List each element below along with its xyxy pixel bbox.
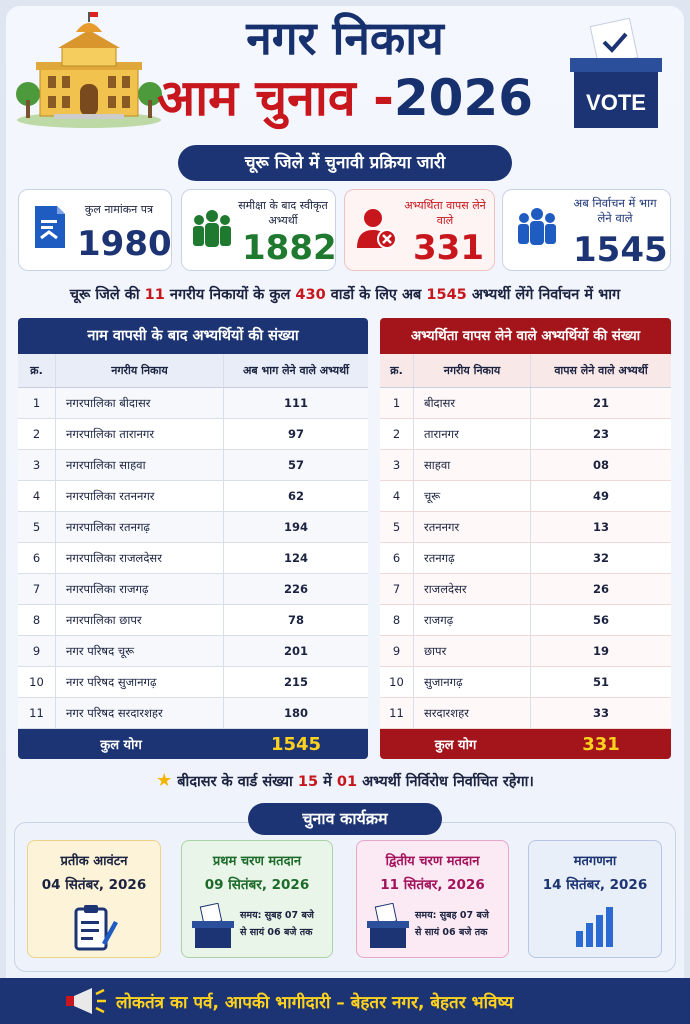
total-label: कुल योग (100, 738, 142, 753)
table-total-row (380, 729, 671, 759)
table-title: नाम वापसी के बाद अभ्यर्थियों की संख्या (18, 318, 368, 354)
table-title: अभ्यर्थिता वापस लेने वाले अभ्यर्थियों की संख्या (380, 318, 671, 354)
row-number: 5 (380, 512, 414, 542)
row-value: 19 (592, 644, 609, 658)
schedule-title: द्वितीय चरण मतदान (385, 854, 480, 869)
row-body-name: रतनगढ़ (414, 543, 531, 573)
table-row (18, 543, 368, 574)
footer-text: लोकतंत्र का पर्व, आपकी भागीदारी – बेहतर नगर, बेहतर भविष्य (116, 993, 514, 1013)
row-value: 201 (283, 644, 308, 658)
notice-ward: 15 (297, 774, 319, 790)
table-row (18, 512, 368, 543)
stat-card-accepted (181, 189, 336, 271)
summary-line (14, 284, 676, 304)
table-row (18, 450, 368, 481)
title-text: आम चुनाव - (157, 69, 394, 127)
row-body-name: नगरपालिका राजगढ़ (56, 574, 224, 604)
row-value: 78 (287, 613, 304, 627)
row-body-name: नगरपालिका तारानगर (56, 419, 224, 449)
row-body-name: नगरपालिका राजलदेसर (56, 543, 224, 573)
row-body-name: नगर परिषद सरदारशहर (56, 698, 224, 728)
row-body-name: नगरपालिका बीदासर (56, 388, 224, 418)
table-row (380, 388, 671, 419)
stat-value: 1980 (77, 224, 172, 264)
summary-text: वार्डो के लिए अब (330, 287, 422, 303)
participating-candidates-table (18, 318, 368, 759)
row-body-name: नगर परिषद चूरू (56, 636, 224, 666)
row-value: 26 (592, 582, 609, 596)
table-header-row (380, 354, 671, 388)
row-body-name: बीदासर (414, 388, 531, 418)
col-no: क्र. (18, 354, 56, 387)
row-body-name: सुजानगढ़ (414, 667, 531, 697)
col-body: नगरीय निकाय (414, 354, 531, 387)
row-number: 5 (18, 512, 56, 542)
row-value: 23 (592, 427, 609, 441)
row-value: 226 (283, 582, 308, 596)
schedule-date: 11 सितंबर, 2026 (380, 877, 485, 893)
row-value: 194 (283, 520, 308, 534)
schedule-counting (528, 840, 662, 958)
total-value: 1545 (270, 733, 322, 755)
stat-value: 331 (413, 228, 484, 268)
table-row (380, 698, 671, 729)
table-row (18, 636, 368, 667)
row-body-name: राजलदेसर (414, 574, 531, 604)
ballot-box-icon (190, 903, 236, 949)
row-body-name: चूरू (414, 481, 531, 511)
title-year: 2026 (393, 69, 533, 127)
table-row (18, 481, 368, 512)
summary-text: अभ्यर्थी लेंगे निर्वाचन में भाग (471, 287, 621, 303)
table-total-row (18, 729, 368, 759)
voting-time (415, 907, 489, 941)
row-number: 2 (380, 419, 414, 449)
schedule-title: प्रथम चरण मतदान (212, 854, 302, 869)
schedule-symbol-allotment (27, 840, 161, 958)
table-row (380, 450, 671, 481)
row-body-name: नगरपालिका रतनगढ़ (56, 512, 224, 542)
row-number: 10 (18, 667, 56, 697)
row-body-name: राजगढ़ (414, 605, 531, 635)
row-value: 57 (287, 458, 304, 472)
schedule-date: 04 सितंबर, 2026 (41, 877, 147, 893)
col-no: क्र. (380, 354, 414, 387)
total-label: कुल योग (434, 738, 477, 753)
row-value: 111 (283, 396, 308, 410)
title-line-1: नगर निकाय (246, 11, 444, 65)
row-value: 08 (592, 458, 609, 472)
table-row (380, 636, 671, 667)
table-row (18, 574, 368, 605)
ballot-box-icon (566, 18, 666, 130)
stat-label: समीक्षा के बाद स्वीकृत अभ्यर्थी (238, 199, 328, 227)
table-row (380, 512, 671, 543)
summary-text: नगरीय निकायों के कुल (169, 287, 291, 303)
clipboard-icon (72, 903, 118, 951)
time-line: से सायं 06 बजे तक (240, 927, 313, 938)
summary-number: 1545 (426, 287, 467, 303)
row-value: 215 (283, 675, 308, 689)
row-number: 4 (18, 481, 56, 511)
table-row (380, 419, 671, 450)
table-header-row (18, 354, 368, 388)
time-line: समय: सुबह 07 बजे (240, 910, 314, 921)
schedule-title: मतगणना (573, 854, 617, 869)
schedule-date: 09 सितंबर, 2026 (204, 877, 310, 893)
group-icon (192, 210, 232, 248)
stat-value: 1882 (242, 228, 337, 268)
schedule-date: 14 सितंबर, 2026 (542, 877, 648, 893)
table-row (380, 543, 671, 574)
col-body: नगरीय निकाय (56, 354, 224, 387)
schedule-phase-1 (181, 840, 333, 958)
ballot-box-icon (365, 903, 411, 949)
row-body-name: रतननगर (414, 512, 531, 542)
stat-card-withdrawn (344, 189, 495, 271)
row-number: 8 (18, 605, 56, 635)
megaphone-icon (62, 986, 108, 1016)
row-body-name: सरदारशहर (414, 698, 531, 728)
withdrawn-candidates-table (380, 318, 671, 759)
summary-text: चूरू जिले की (69, 287, 140, 303)
bar-chart-icon (574, 905, 618, 947)
stat-card-nominations (18, 189, 172, 271)
schedule-phase-2 (356, 840, 509, 958)
total-value: 331 (582, 733, 620, 755)
row-value: 124 (283, 551, 308, 565)
voting-time (240, 907, 314, 941)
row-body-name: नगरपालिका रतननगर (56, 481, 224, 511)
notice-text: अभ्यर्थी निर्विरोध निर्वाचित रहेगा। (362, 774, 534, 790)
row-value: 49 (592, 489, 609, 503)
row-value: 51 (592, 675, 609, 689)
unopposed-notice (0, 770, 690, 791)
vote-label: VOTE (586, 90, 646, 115)
row-number: 7 (18, 574, 56, 604)
row-body-name: छापर (414, 636, 531, 666)
person-remove-icon (357, 208, 397, 250)
table-row (380, 481, 671, 512)
subtitle-banner: चूरू जिले में चुनावी प्रक्रिया जारी (178, 145, 512, 181)
row-body-name: साहवा (414, 450, 531, 480)
col-value: अब भाग लेने वाले अभ्यर्थी (242, 364, 349, 377)
row-value: 13 (592, 520, 609, 534)
table-row (380, 667, 671, 698)
row-number: 11 (18, 698, 56, 728)
row-value: 32 (592, 551, 609, 565)
row-number: 3 (380, 450, 414, 480)
row-value: 21 (592, 396, 609, 410)
stat-label: कुल नामांकन पत्र (84, 203, 154, 216)
stat-value: 1545 (573, 230, 668, 270)
row-value: 180 (283, 706, 308, 720)
row-number: 2 (18, 419, 56, 449)
row-number: 10 (380, 667, 414, 697)
stat-label: अब निर्वाचन में भाग लेने वाले (573, 196, 657, 225)
table-row (18, 605, 368, 636)
col-value: वापस लेने वाले अभ्यर्थी (554, 364, 648, 377)
notice-text: बीदासर के वार्ड संख्या (177, 774, 293, 790)
row-number: 1 (380, 388, 414, 418)
row-number: 9 (18, 636, 56, 666)
table-body (380, 388, 671, 729)
row-value: 33 (592, 706, 609, 720)
row-body-name: नगरपालिका छापर (56, 605, 224, 635)
stat-card-participating (502, 189, 671, 271)
table-row (380, 605, 671, 636)
row-number: 8 (380, 605, 414, 635)
table-row (380, 574, 671, 605)
table-row (18, 419, 368, 450)
summary-number: 430 (295, 287, 326, 303)
row-value: 62 (287, 489, 304, 503)
program-title: चुनाव कार्यक्रम (248, 803, 442, 835)
row-body-name: नगरपालिका साहवा (56, 450, 224, 480)
table-row (18, 698, 368, 729)
row-value: 56 (592, 613, 609, 627)
table-body (18, 388, 368, 729)
row-body-name: नगर परिषद सुजानगढ़ (56, 667, 224, 697)
row-number: 4 (380, 481, 414, 511)
stat-label: अभ्यर्थिता वापस लेने वाले (404, 199, 486, 227)
time-line: समय: सुबह 07 बजे (415, 910, 489, 921)
summary-number: 11 (144, 287, 165, 303)
table-row (18, 667, 368, 698)
row-number: 3 (18, 450, 56, 480)
notice-text: में (323, 774, 332, 790)
row-number: 9 (380, 636, 414, 666)
time-line: से सायं 06 बजे तक (415, 927, 488, 938)
star-icon: ★ (156, 770, 173, 791)
group-icon (517, 208, 557, 246)
notice-count: 01 (336, 774, 358, 790)
footer-banner (0, 978, 690, 1024)
schedule-title: प्रतीक आवंटन (60, 854, 128, 869)
row-number: 7 (380, 574, 414, 604)
row-body-name: तारानगर (414, 419, 531, 449)
row-value: 97 (287, 427, 304, 441)
document-icon (33, 204, 67, 250)
row-number: 6 (18, 543, 56, 573)
row-number: 6 (380, 543, 414, 573)
row-number: 11 (380, 698, 414, 728)
table-row (18, 388, 368, 419)
row-number: 1 (18, 388, 56, 418)
